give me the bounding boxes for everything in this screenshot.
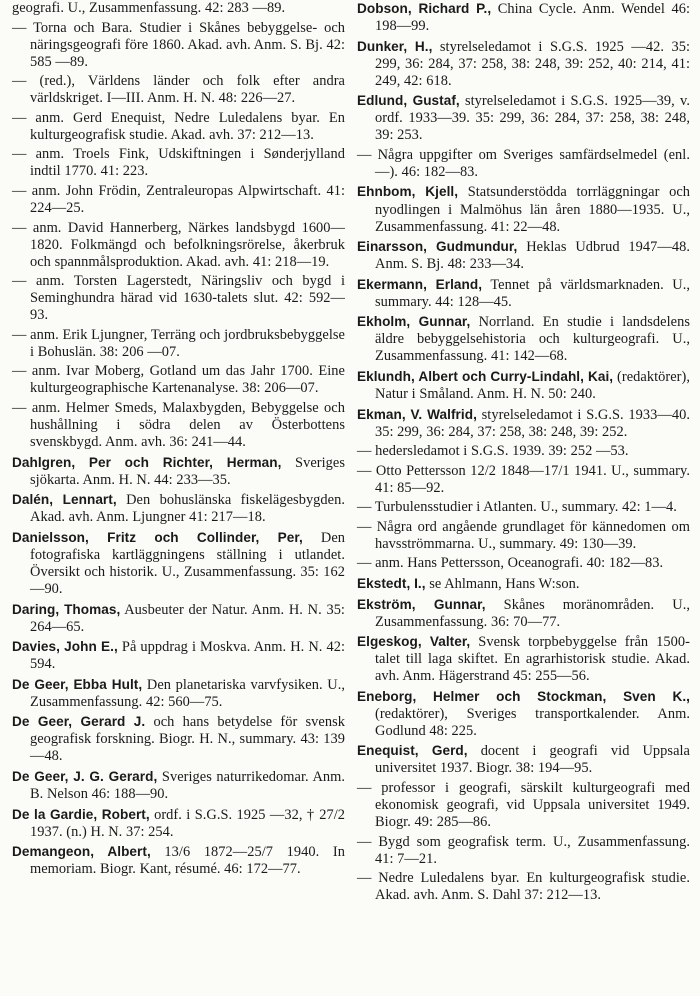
entry-author: Davies, John E., (12, 639, 118, 655)
index-entry (357, 276, 690, 311)
entry-author: Eneborg, Helmer och Stockman, Sven K., (357, 688, 690, 704)
entry-author: Ehnbom, Kjell, (357, 184, 459, 200)
entry-text: — anm. Ivar Moberg, Gotland um das Jahr 1700. Eine kulturgeographische Kartenanalyse. 38: 206—07. (12, 363, 345, 397)
entry-text: — anm. Erik Ljungner, Terräng och jordbruksbebyggelse i Bohuslän. 38: 206 —07. (12, 326, 345, 360)
entry-text: — Nedre Luledalens byar. En kulturgeografisk studie. Akad. avh. Anm. S. Dahl 37: 212—13. (357, 870, 690, 904)
entry-author: Ekermann, Erland, (357, 276, 483, 292)
entry-text: styrelseledamot i S.G.S. 1925 —42. 35: 299, 36: 284, 37: 258, 38: 248, 39: 252, 40: 214, 41: 249, 42: 618. (375, 38, 690, 89)
entry-text: Den planetariska varvfysiken. U., Zusammenfassung. 42: 560—75. (30, 676, 346, 710)
entry-author: Danielsson, Fritz och Collinder, Per, (12, 529, 303, 545)
index-entry (357, 870, 690, 904)
entry-text: — hedersledamot i S.G.S. 1939. 39: 252 —53. (357, 443, 629, 460)
entry-author: De Geer, J. G. Gerard, (12, 768, 158, 784)
entry-text: — anm. David Hannerberg, Närkes landsbygd 1600—1820. Folkmängd och befolkningsrörelse, åkerbruk och spannmålsproduktion. Akad. avh. 41: 218—19. (12, 219, 345, 270)
entry-author: Demangeon, Albert, (12, 844, 151, 860)
index-entry (12, 363, 345, 397)
entry-text: Heklas Udbrud 1947—48. Anm. S. Bj. 48: 233—34. (375, 239, 690, 273)
entry-text: (redaktörer), Sveriges transportkalender. Anm. Godlund 48: 225. (375, 705, 690, 739)
entry-author: Enequist, Gerd, (357, 743, 468, 759)
index-entry (357, 368, 690, 403)
entry-text: (redaktörer), Natur i Småland. Anm. H. N. 50: 240. (375, 368, 690, 402)
index-entry (357, 688, 690, 740)
entry-text: — anm. John Frödin, Zentraleuropas Alpwirtschaft. 41: 224—25. (12, 182, 345, 217)
entry-text: På uppdrag i Moskva. Anm. H. N. 42: 594. (30, 639, 346, 673)
entry-text: — anm. Hans Pettersson, Oceanografi. 40: 182—83. (357, 555, 664, 572)
index-entry (357, 0, 690, 35)
entry-author: De Geer, Gerard J. (12, 714, 146, 730)
index-entry (12, 491, 345, 526)
index-entry (357, 633, 690, 685)
index-entry (357, 183, 690, 235)
index-entry (357, 742, 690, 777)
entry-text: Norrland. En studie i landsdelens äldre bebyggelsehistoria och kulturgeografi. U., Zusammenfassung. 41: 142—68. (375, 314, 690, 365)
entry-text: — anm. Gerd Enequist, Nedre Luledalens byar. En kulturgeografisk studie. Akad. avh. 37: 212—13. (12, 109, 345, 143)
entry-text: — Några ord angående grundlaget för kännedomen om havsströmmarna. U., summary. 49: 130—39. (357, 518, 690, 552)
entry-author: Ekstedt, I., (357, 575, 426, 591)
entry-text: — Några uppgifter om Sveriges samfärdselmedel (enl. —). 46: 182—83. (357, 146, 690, 180)
entry-text: — Torna och Bara. Studier i Skånes bebyggelse- och näringsgeografi före 1860. Akad. avh. Anm. S. Bj. 42: 585 —89. (12, 19, 345, 70)
entry-text: Tennet på världsmarknaden. U., summary. 44: 128—45. (375, 276, 691, 310)
entry-text: Sveriges naturrikedomar. Anm. B. Nelson 46: 188—90. (30, 768, 346, 803)
entry-text: — professor i geografi, särskilt kulturgeografi med ekonomisk geografi, vid Uppsala universitet 1949. Biogr. 49: 285—86. (357, 779, 690, 831)
entry-text: docent i geografi vid Uppsala universitet 1937. Biogr. 38: 194—95. (375, 743, 690, 777)
entry-text: Den bohuslänska fiskelägesbygden. Akad. avh. Anm. Ljungner 41: 217—18. (30, 492, 346, 526)
index-entry (12, 220, 345, 271)
index-entry (12, 327, 345, 361)
index-entry (12, 110, 345, 144)
entry-author: Ekström, Gunnar, (357, 596, 486, 612)
entry-text: Sveriges sjökarta. Anm. H. N. 44: 233—35. (30, 454, 345, 488)
index-entry (357, 575, 690, 593)
entry-text: Den fotografiska kartläggningens ställning i utlandet. Översikt och historik. U., Zusammenfassung. 35: 162—90. (30, 529, 345, 597)
index-entry (357, 313, 690, 365)
entry-text: 13/6 1872—25/7 1940. In memoriam. Biogr. Kant, résumé. 46: 172—77. (30, 844, 345, 878)
entry-text: Ausbeuter der Natur. Anm. H. N. 35: 264—65. (30, 601, 345, 635)
entry-author: Dunker, H., (357, 38, 433, 54)
index-entry (357, 499, 690, 516)
entry-author: Dahlgren, Per och Richter, Herman, (12, 454, 282, 470)
entry-text: — Bygd som geografisk term. U., Zusammenfassung. 41: 7—21. (357, 833, 690, 867)
entry-text: och hans betydelse för svensk geografisk forskning. Biogr. H. N., summary. 43: 139—48. (30, 714, 345, 765)
index-entry (357, 463, 690, 497)
entry-author: Dobson, Richard P., (357, 1, 492, 16)
index-entry (12, 273, 345, 324)
entry-text: Svensk torpbebyggelse från 1500-talet till laga skiftet. En agrarhistorisk studie. Akad. avh. Anm. Hägerstrand 45: 255—56. (375, 634, 690, 685)
entry-text: Skånes moränområden. U., Zusammenfassung. 36: 70—77. (375, 596, 690, 630)
index-entry (357, 92, 690, 144)
entry-author: Ekman, V. Walfrid, (357, 406, 477, 422)
index-entry (12, 529, 345, 598)
index-entry (357, 147, 690, 181)
entry-text: ordf. i S.G.S. 1925 —32, † 27/2 1937. (n.) H. N. 37: 254. (30, 806, 345, 840)
entry-text: — Otto Pettersson 12/2 1848—17/1 1941. U., summary. 41: 85—92. (357, 462, 690, 496)
entry-author: Edlund, Gustaf, (357, 93, 460, 109)
entry-text: se Ahlmann, Hans W:son. (429, 575, 580, 592)
entry-text: — anm. Troels Fink, Udskiftningen i Sønderjylland indtil 1770. 41: 223. (12, 146, 345, 180)
index-entry (357, 780, 690, 831)
index-entry (12, 146, 345, 180)
entry-author: De Geer, Ebba Hult, (12, 676, 143, 692)
entry-text: — (red.), Världens länder och folk efter andra världskriget. I—III. Anm. H. N. 48: 226—27. (12, 73, 345, 107)
index-entry (12, 183, 345, 217)
index-entry (12, 768, 345, 803)
entry-text: styrelseledamot i S.G.S. 1933—40. 35: 299, 36: 284, 37: 258, 38: 248, 39: 252. (375, 406, 690, 440)
left-column (12, 0, 345, 881)
index-entry (357, 238, 690, 273)
entry-text: — Turbulensstudier i Atlanten. U., summary. 42: 1—4. (357, 499, 677, 516)
entry-text: Statsunderstödda torrläggningar och nyodlingen i Malmöhus län åren 1880—1935. U., Zusammenfassung. 41: 22—48. (375, 184, 690, 235)
entry-author: Elgeskog, Valter, (357, 634, 471, 650)
entry-author: Einarsson, Gudmundur, (357, 239, 518, 255)
index-entry (357, 443, 690, 460)
index-entry (12, 843, 345, 878)
index-entry (12, 0, 345, 17)
index-entry (357, 406, 690, 441)
index-entry (357, 38, 690, 90)
index-entry (357, 834, 690, 868)
entry-text: — anm. Helmer Smeds, Malaxbygden, Bebyggelse och hushållning i södra delen av Österbottens svenskbygd. Anm. avh. 36: 241—44. (12, 400, 345, 451)
index-entry (12, 20, 345, 71)
right-column (357, 0, 690, 907)
index-entry (357, 596, 690, 631)
index-entry (12, 454, 345, 489)
entry-text: China Cycle. Anm. Wendel 46: 198—99. (375, 1, 690, 35)
entry-author: Daring, Thomas, (12, 601, 121, 617)
entry-text: styrelseledamot i S.G.S. 1925—39, v. ordf. 1933—39. 35: 299, 36: 284, 37: 258, 38: 248, 39: 253. (375, 93, 690, 144)
index-entry (12, 713, 345, 765)
index-entry (12, 638, 345, 673)
index-entry (12, 676, 345, 711)
index-entry (357, 519, 690, 553)
entry-text: — anm. Torsten Lagerstedt, Näringsliv och bygd i Seminghundra härad vid 1630-talets slut. 42: 592—93. (12, 273, 345, 324)
index-entry (12, 601, 345, 636)
index-entry (12, 73, 345, 107)
index-entry (357, 555, 690, 572)
entry-author: Eklundh, Albert och Curry-Lindahl, Kai, (357, 368, 614, 384)
entry-author: De la Gardie, Robert, (12, 806, 150, 822)
entry-author: Dalén, Lennart, (12, 492, 117, 508)
entry-text: geografi. U., Zusammenfassung. 42: 283 —89. (12, 0, 286, 16)
index-entry (12, 400, 345, 451)
entry-author: Ekholm, Gunnar, (357, 314, 471, 330)
index-entry (12, 806, 345, 841)
